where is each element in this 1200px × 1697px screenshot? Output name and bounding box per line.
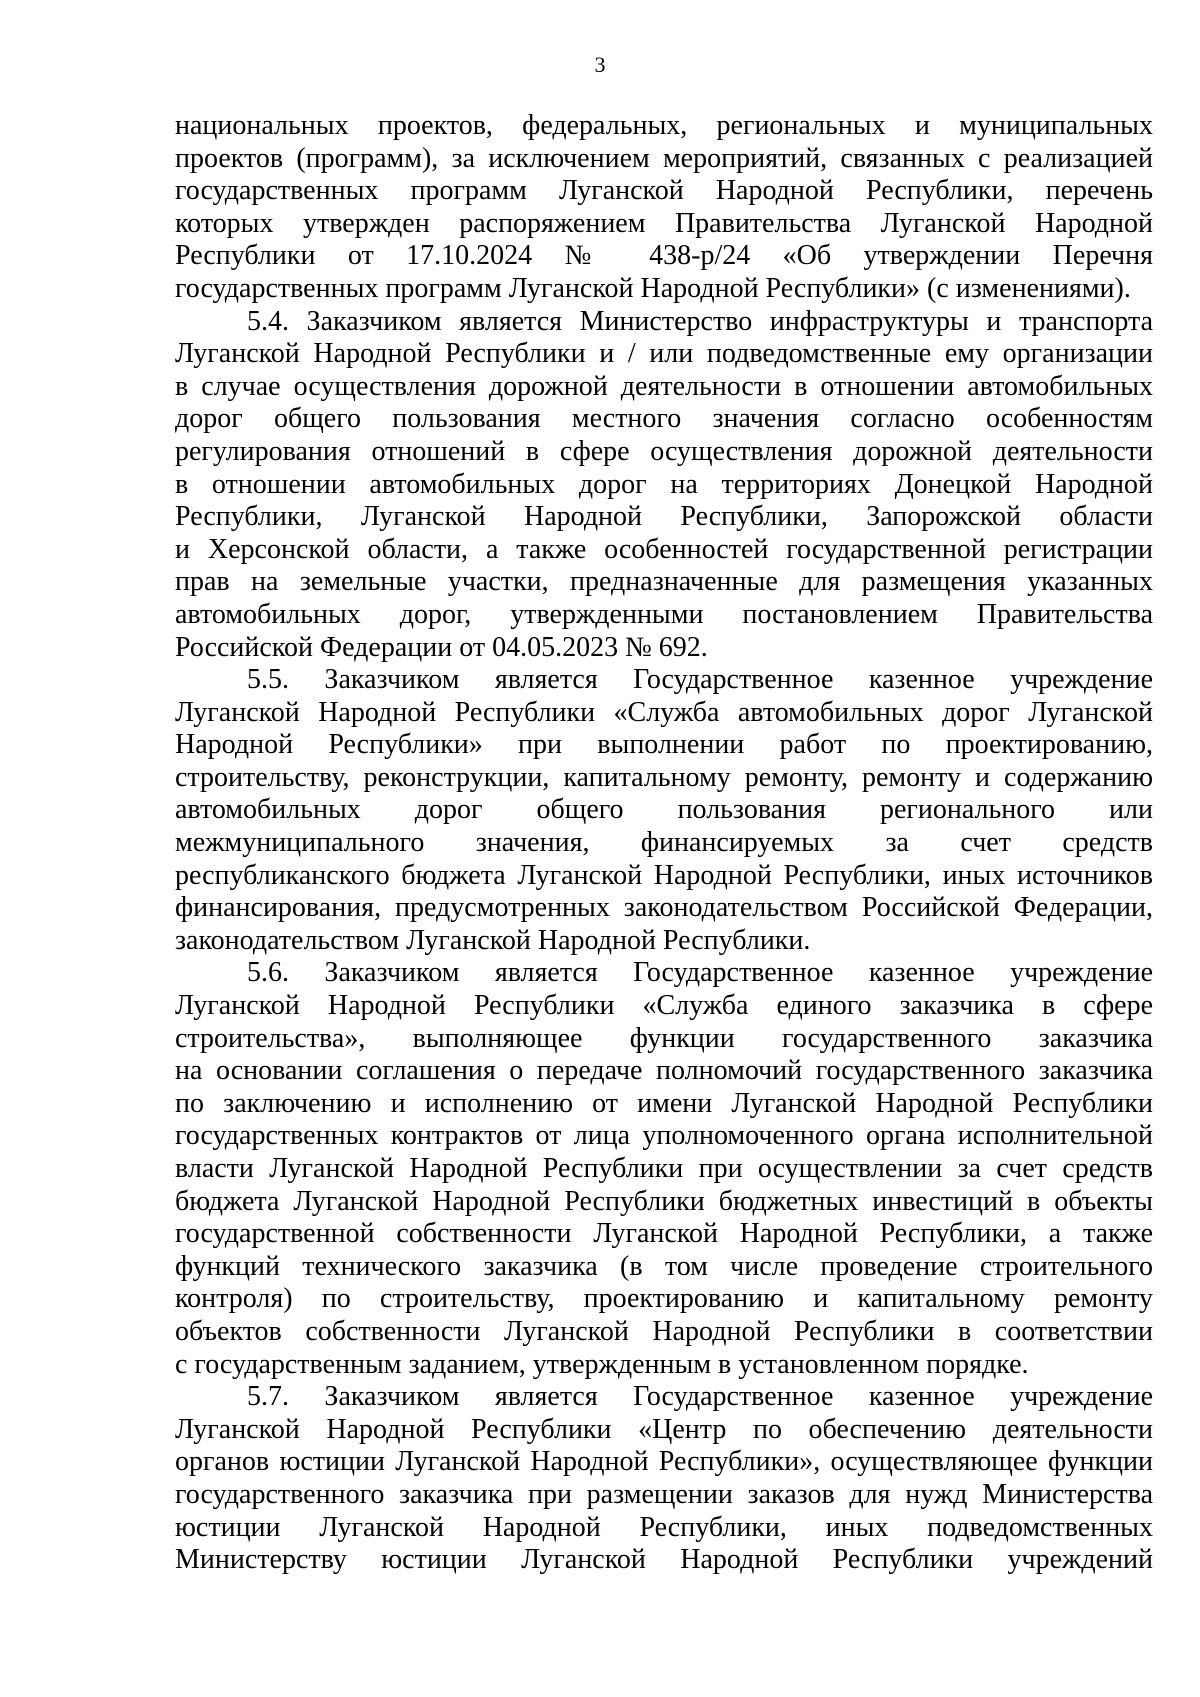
text-line: регулирования отношений в сфере осуществления дорожной деятельности: [175, 435, 1153, 467]
text-line: строительства», выполняющее функции государственного заказчика: [175, 1022, 1153, 1054]
text-line: контроля) по строительству, проектированию и капитальному ремонту: [175, 1283, 1153, 1315]
text-line: государственной собственности Луганской Народной Республики, а также: [175, 1218, 1153, 1250]
paragraph: [175, 110, 1153, 306]
text-line: Российской Федерации от 04.05.2023 № 692.: [175, 631, 708, 663]
text-line: государственных программ Луганской Народной Республики» (с изменениями).: [175, 272, 1131, 304]
text-line: объектов собственности Луганской Народной Республики в соответствии: [175, 1315, 1153, 1347]
text-line: власти Луганской Народной Республики при осуществлении за счет средств: [175, 1153, 1153, 1184]
text-line: Луганской Народной Республики и / или подведомственные ему организации: [175, 338, 1153, 370]
text-line: дорог общего пользования местного значения согласно особенностям: [175, 403, 1153, 435]
page-number: 3: [594, 52, 606, 77]
text-line: Министерству юстиции Луганской Народной Республики учреждений: [175, 1544, 1153, 1576]
text-line: в отношении автомобильных дорог на территориях Донецкой Народной: [175, 468, 1153, 500]
text-line: законодательством Луганской Народной Республики.: [175, 924, 811, 956]
text-line: финансирования, предусмотренных законодательством Российской Федерации,: [175, 892, 1153, 924]
text-line: 5.6. Заказчиком является Государственное казенное учреждение: [247, 957, 1153, 989]
text-line: Луганской Народной Республики «Служба единого заказчика в сфере: [175, 990, 1153, 1022]
text-line: которых утвержден распоряжением Правительства Луганской Народной: [175, 207, 1153, 239]
paragraph: [175, 1381, 1153, 1577]
text-line: республиканского бюджета Луганской Народной Республики, иных источников: [175, 859, 1153, 891]
paragraph: [175, 664, 1153, 957]
text-line: государственных программ Луганской Народной Республики, перечень: [175, 175, 1153, 207]
text-line: на основании соглашения о передаче полномочий государственного заказчика: [175, 1055, 1153, 1087]
paragraph: [175, 306, 1153, 665]
text-line: органов юстиции Луганской Народной Республики», осуществляющее функции: [175, 1446, 1153, 1478]
text-line: автомобильных дорог общего пользования регионального или: [175, 794, 1153, 826]
text-line: Луганской Народной Республики «Центр по обеспечению деятельности: [175, 1413, 1153, 1445]
text-line: межмуниципального значения, финансируемых за счет средств: [175, 827, 1153, 859]
text-line: автомобильных дорог, утвержденными постановлением Правительства: [175, 598, 1153, 630]
text-line: 5.7. Заказчиком является Государственное казенное учреждение: [247, 1381, 1153, 1413]
text-line: с государственным заданием, утвержденным в установленном порядке.: [175, 1348, 1029, 1380]
text-line: 5.4. Заказчиком является Министерство инфраструктуры и транспорта: [247, 305, 1153, 337]
text-line: Республики от 17.10.2024 № 438-р/24 «Об утверждении Перечня: [175, 240, 1153, 272]
text-line: в случае осуществления дорожной деятельности в отношении автомобильных: [175, 370, 1153, 402]
text-line: 5.5. Заказчиком является Государственное казенное учреждение: [247, 664, 1153, 696]
text-line: прав на земельные участки, предназначенные для размещения указанных: [175, 566, 1153, 598]
text-line: Луганской Народной Республики «Служба автомобильных дорог Луганской: [175, 696, 1153, 728]
text-line: юстиции Луганской Народной Республики, иных подведомственных: [175, 1511, 1153, 1543]
text-line: и Херсонской области, а также особенностей государственной регистрации: [175, 533, 1153, 565]
text-line: Республики, Луганской Народной Республики, Запорожской области: [175, 501, 1153, 533]
paragraph: [175, 957, 1153, 1381]
text-line: национальных проектов, федеральных, региональных и муниципальных: [175, 110, 1153, 141]
text-line: государственных контрактов от лица уполномоченного органа исполнительной: [175, 1120, 1153, 1152]
text-line: функций технического заказчика (в том числе проведение строительного: [175, 1250, 1153, 1282]
document-body: [175, 110, 1153, 1577]
text-line: Народной Республики» при выполнении работ по проектированию,: [175, 729, 1153, 761]
text-line: бюджета Луганской Народной Республики бюджетных инвестиций в объекты: [175, 1185, 1153, 1217]
text-line: строительству, реконструкции, капитальному ремонту, ремонту и содержанию: [175, 761, 1153, 793]
text-line: по заключению и исполнению от имени Луганской Народной Республики: [175, 1087, 1153, 1119]
text-line: государственного заказчика при размещении заказов для нужд Министерства: [175, 1478, 1153, 1510]
text-line: проектов (программ), за исключением мероприятий, связанных с реализацией: [175, 142, 1153, 174]
